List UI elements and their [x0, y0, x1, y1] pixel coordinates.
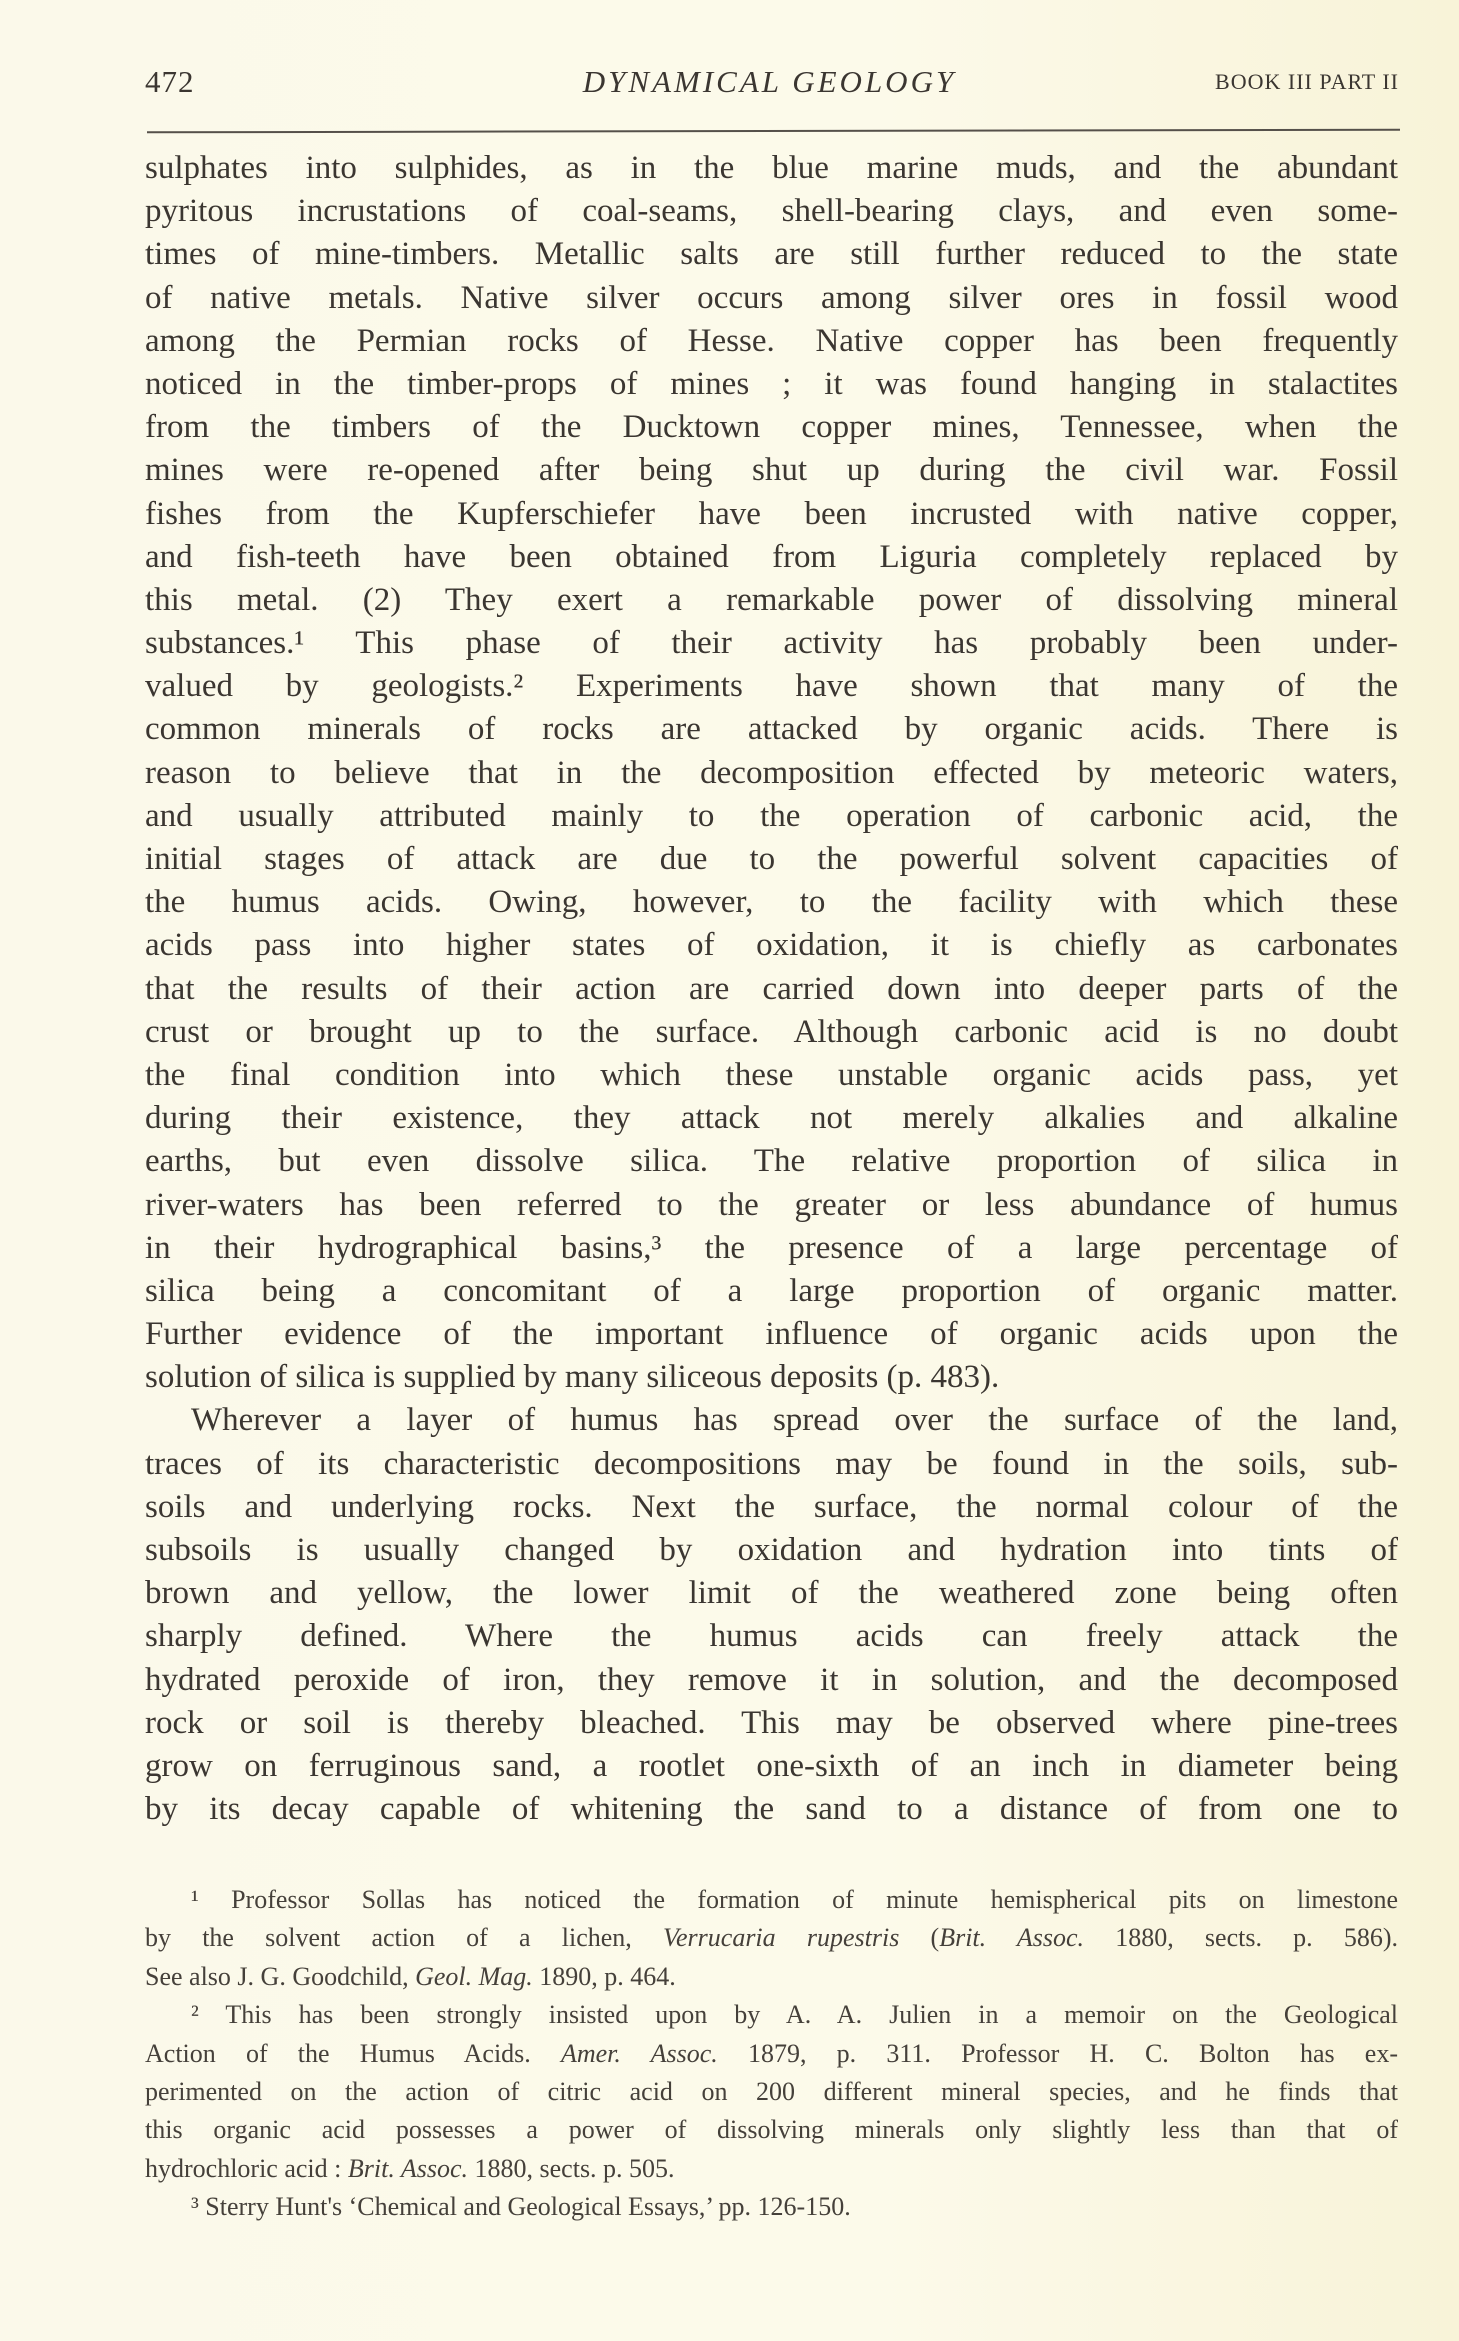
body-line: valued by geologists.² Experiments have shown that many of the: [145, 668, 1398, 705]
body-line: pyritous incrustations of coal-seams, shell-bearing clays, and even some-: [145, 193, 1398, 230]
body-line: among the Permian rocks of Hesse. Native copper has been frequently: [145, 322, 1398, 359]
body-line: sulphates into sulphides, as in the blue marine muds, and the abundant: [145, 150, 1398, 186]
footnote-line: [145, 1958, 1398, 1996]
body-line: subsoils is usually changed by oxidation and hydration into tints of: [145, 1532, 1398, 1568]
body-line: this metal. (2) They exert a remarkable power of dissolving mineral: [145, 581, 1398, 618]
body-line: Further evidence of the important influence of organic acids upon the: [145, 1316, 1398, 1353]
footnote-text: 1879, p. 311. Professor H. C. Bolton has ex-: [717, 2038, 1398, 2068]
body-line: from the timbers of the Ducktown copper mines, Tennessee, when the: [145, 409, 1398, 446]
footnote-line: [145, 2150, 1398, 2188]
footnote-line: [145, 1996, 1398, 2034]
footnote-text: 1880, sects. p. 586).: [1084, 1923, 1398, 1953]
footnote-text: perimented on the action of citric acid on 200 different mineral species, and he finds that: [145, 2076, 1398, 2106]
footnote-line: [145, 2035, 1398, 2073]
body-line: mines were re-opened after being shut up during the civil war. Fossil: [145, 452, 1398, 489]
body-line: by its decay capable of whitening the sand to a distance of from one to: [145, 1791, 1398, 1828]
body-line: grow on ferruginous sand, a rootlet one-sixth of an inch in diameter being: [145, 1747, 1398, 1784]
body-line: earths, but even dissolve silica. The relative proportion of silica in: [145, 1143, 1398, 1180]
citation-italic: Verrucaria rupestris: [663, 1923, 900, 1953]
footnote-text: See also J. G. Goodchild,: [145, 1961, 416, 1991]
citation-italic: Amer. Assoc.: [560, 2038, 718, 2068]
footnote-text: by the solvent action of a lichen,: [145, 1923, 663, 1953]
footnote-text: hydrochloric acid :: [145, 2153, 348, 2183]
body-line: fishes from the Kupferschiefer have been incrusted with native copper,: [145, 495, 1398, 532]
body-line: the final condition into which these unstable organic acids pass, yet: [145, 1056, 1398, 1093]
body-line: of native metals. Native silver occurs among silver ores in fossil wood: [145, 279, 1398, 316]
body-line: crust or brought up to the surface. Although carbonic acid is no doubt: [145, 1013, 1398, 1050]
body-line: that the results of their action are carried down into deeper parts of the: [145, 970, 1398, 1007]
body-line: noticed in the timber-props of mines ; it was found hanging in stalactites: [145, 365, 1398, 402]
footnote-line: [145, 2188, 1398, 2226]
footnote-text: (: [899, 1923, 940, 1953]
citation-italic: Geol. Mag.: [415, 1961, 533, 1991]
citation-italic: Brit. Assoc.: [347, 2153, 469, 2183]
footnote-text: ² This has been strongly insisted upon by A. A. Julien in a memoir on the Geological: [191, 2000, 1398, 2030]
footnote-line: [145, 2111, 1398, 2149]
footnote-line: [145, 1919, 1398, 1957]
body-line: soils and underlying rocks. Next the surface, the normal colour of the: [145, 1488, 1398, 1525]
footnote-line: [145, 2073, 1398, 2111]
body-line: rock or soil is thereby bleached. This may be observed where pine-trees: [145, 1704, 1398, 1741]
footnote-text: 1880, sects. p. 505.: [468, 2153, 675, 2183]
body-line: traces of its characteristic decompositions may be found in the soils, sub-: [145, 1445, 1398, 1482]
body-line: and usually attributed mainly to the operation of carbonic acid, the: [145, 797, 1398, 834]
body-line: acids pass into higher states of oxidation, it is chiefly as carbonates: [145, 927, 1398, 964]
running-title: DYNAMICAL GEOLOGY: [582, 64, 957, 99]
footnote-text: 1890, p. 464.: [532, 1961, 676, 1991]
footnote-text: Action of the Humus Acids.: [145, 2038, 561, 2068]
body-line: during their existence, they attack not merely alkalies and alkaline: [145, 1100, 1398, 1137]
footnote-line: [145, 1881, 1398, 1919]
body-line: river-waters has been referred to the greater or less abundance of humus: [145, 1186, 1398, 1223]
body-line: the humus acids. Owing, however, to the facility with which these: [145, 884, 1398, 921]
body-line: reason to believe that in the decomposition effected by meteoric waters,: [145, 754, 1398, 791]
body-line: in their hydrographical basins,³ the presence of a large percentage of: [145, 1229, 1398, 1266]
body-line: times of mine-timbers. Metallic salts are still further reduced to the state: [145, 236, 1398, 273]
body-line: hydrated peroxide of iron, they remove it in solution, and the decomposed: [145, 1661, 1398, 1698]
body-line: brown and yellow, the lower limit of the weathered zone being often: [145, 1575, 1398, 1612]
footnote-text: this organic acid possesses a power of dissolving minerals only slightly less than that of: [145, 2115, 1398, 2145]
book-part-label: BOOK III PART II: [1215, 69, 1399, 94]
footnote-text: ³ Sterry Hunt's ‘Chemical and Geological Essays,’ pp. 126-150.: [191, 2192, 851, 2222]
page-number: 472: [145, 64, 195, 99]
citation-italic: Brit. Assoc.: [939, 1923, 1085, 1953]
body-line: and fish-teeth have been obtained from Liguria completely replaced by: [145, 538, 1398, 575]
footnotes: [145, 1881, 1398, 2227]
body-line: initial stages of attack are due to the powerful solvent capacities of: [145, 841, 1398, 877]
body-line: common minerals of rocks are attacked by organic acids. There is: [145, 711, 1398, 748]
body-line: sharply defined. Where the humus acids can freely attack the: [145, 1618, 1398, 1655]
body-line: solution of silica is supplied by many siliceous deposits (p. 483).: [145, 1359, 1000, 1396]
header-rule: [147, 129, 1400, 134]
body-text: [145, 147, 1398, 1831]
body-line: substances.¹ This phase of their activity has probably been under-: [145, 625, 1398, 662]
footnote-text: ¹ Professor Sollas has noticed the formation of minute hemispherical pits on limestone: [191, 1885, 1398, 1914]
body-line: Wherever a layer of humus has spread over the surface of the land,: [191, 1402, 1398, 1439]
body-line: silica being a concomitant of a large proportion of organic matter.: [145, 1272, 1398, 1309]
